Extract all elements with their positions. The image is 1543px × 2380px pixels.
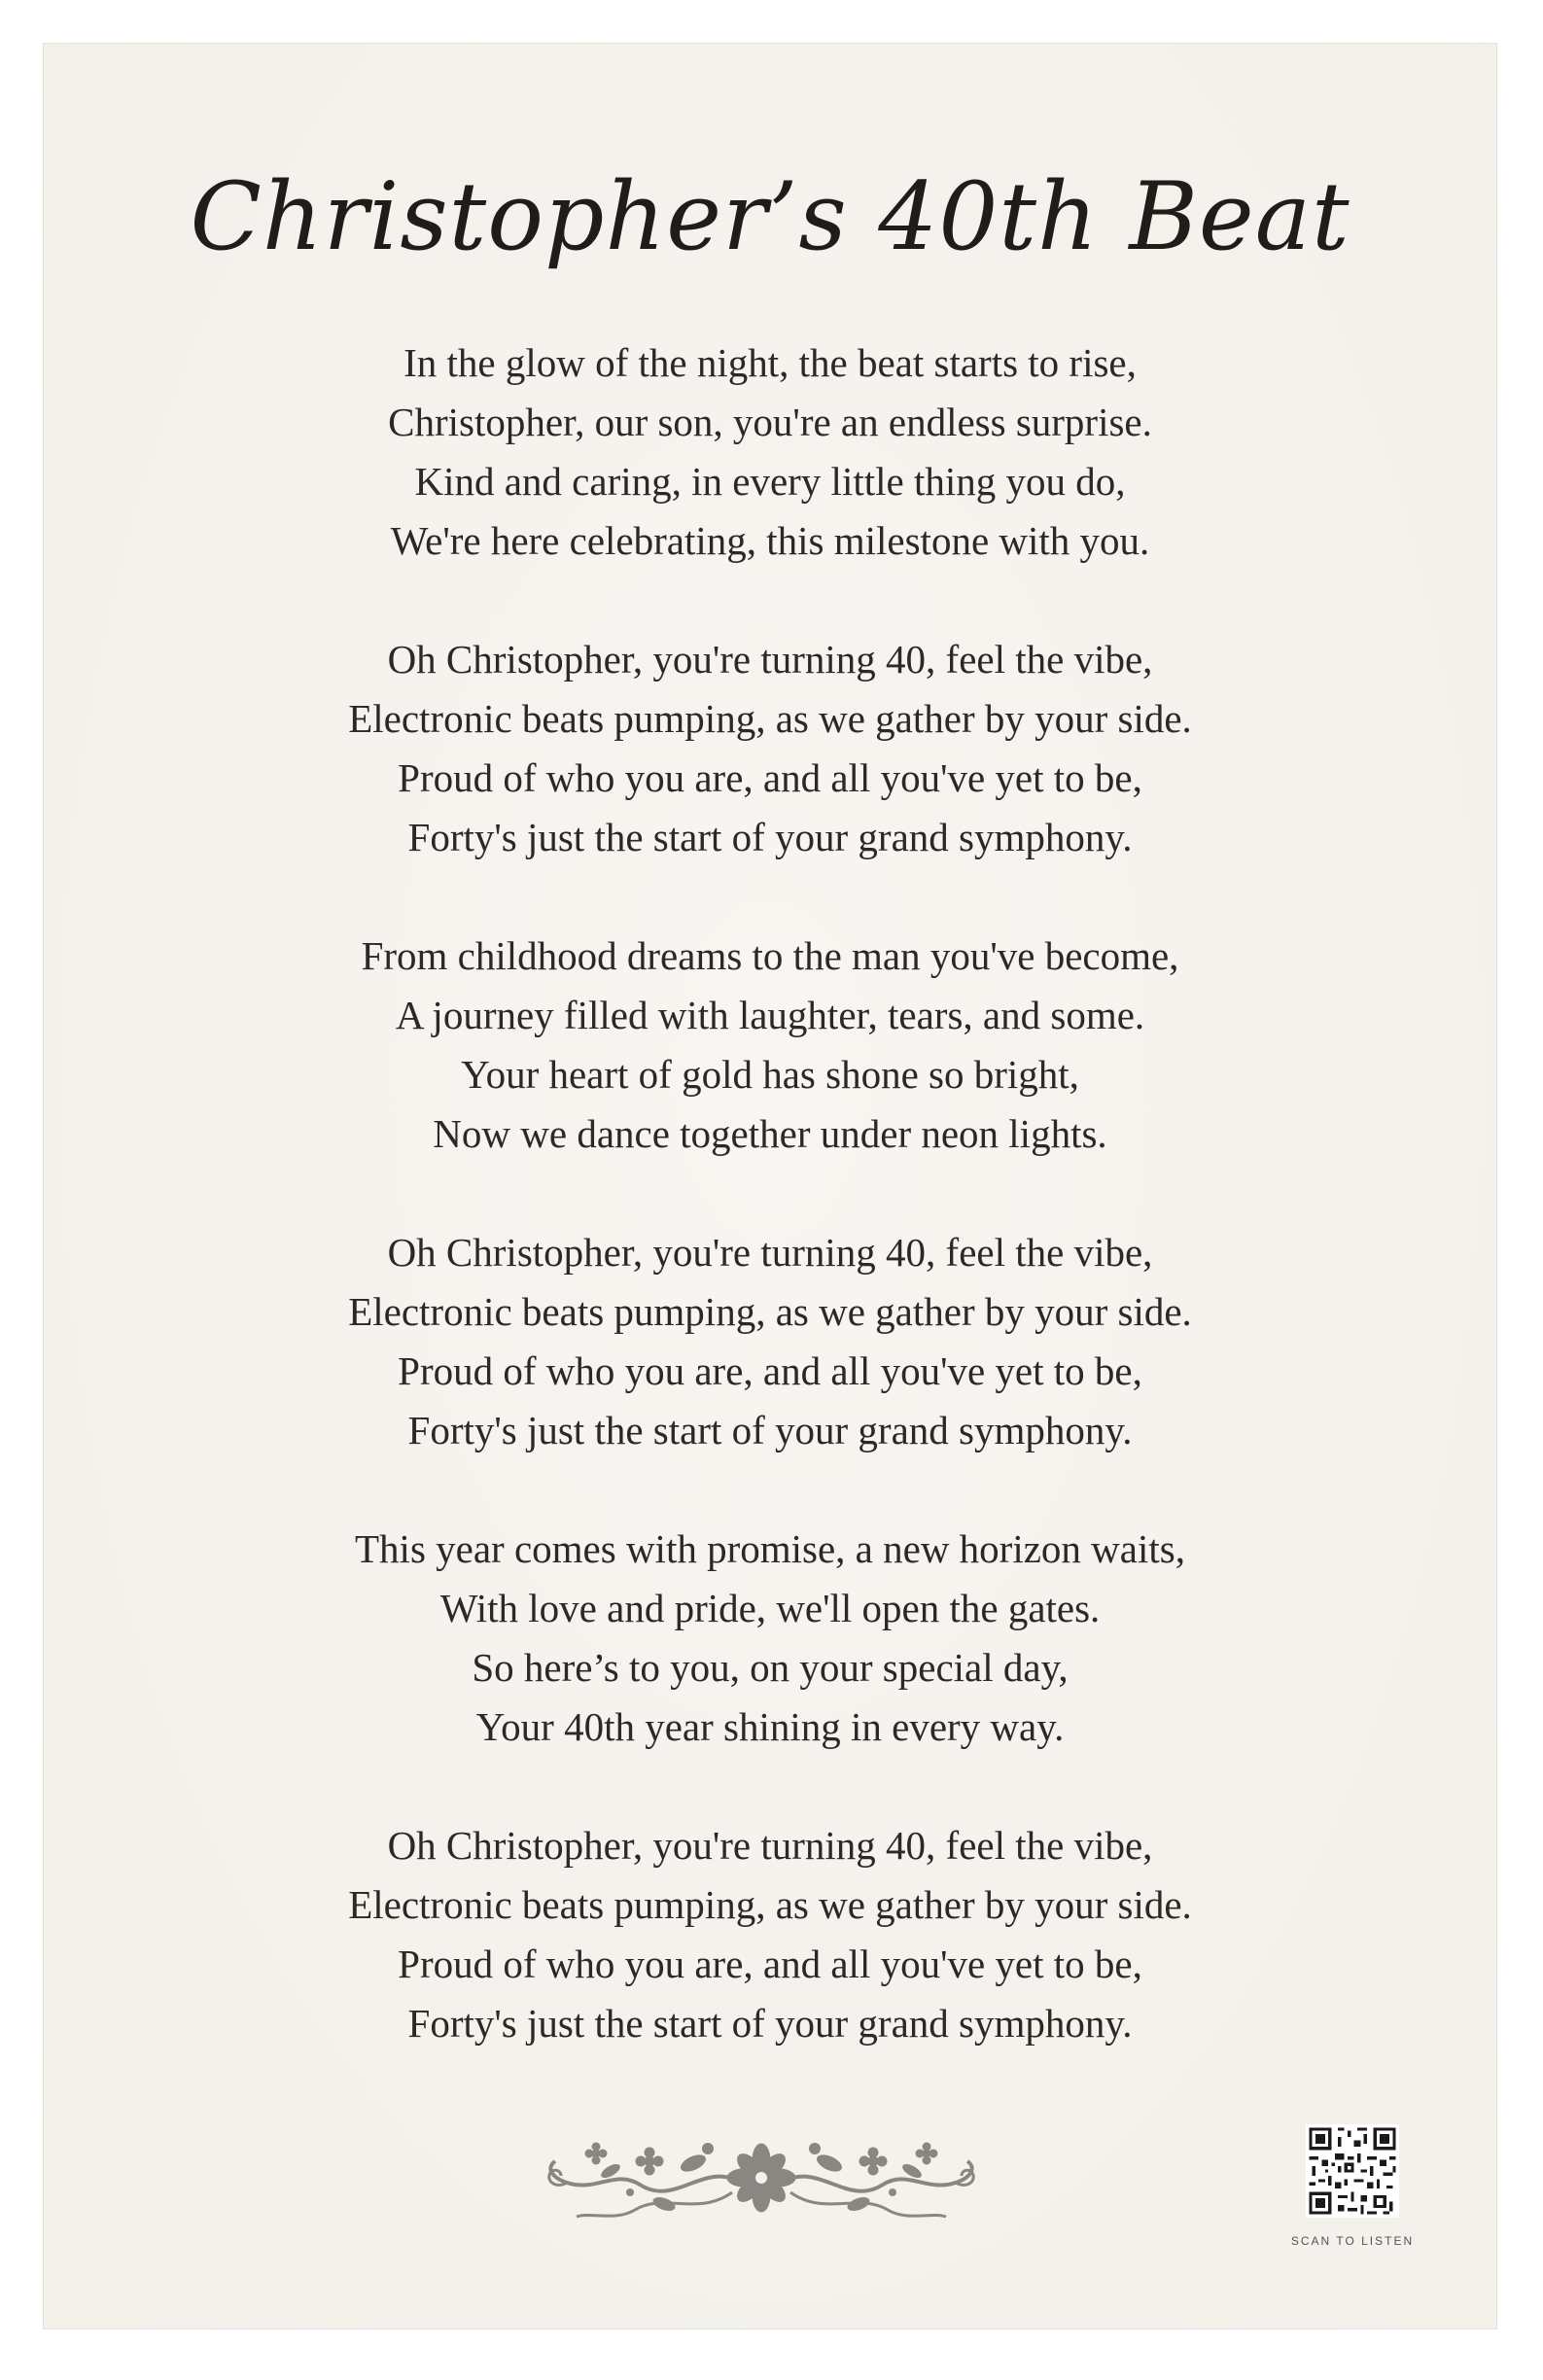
lyric-line: Your heart of gold has shone so bright,: [461, 1052, 1079, 1097]
qr-caption: SCAN TO LISTEN: [1290, 2234, 1415, 2248]
lyric-line: With love and pride, we'll open the gates.: [439, 1586, 1101, 1630]
lyric-line: So here’s to you, on your special day,: [472, 1645, 1069, 1690]
lyric-line: A journey filled with laughter, tears, and some.: [395, 993, 1145, 1037]
lyric-line: This year comes with promise, a new horizon waits,: [355, 1526, 1185, 1571]
lyric-line: Forty's just the start of your grand symphony.: [407, 815, 1133, 859]
stanza-chorus-2: [44, 1223, 1496, 1460]
lyric-line: Oh Christopher, you're turning 40, feel the vibe,: [387, 1823, 1153, 1868]
lyric-line: Proud of who you are, and all you've yet to be,: [398, 755, 1142, 800]
poster-title: Christopher’s 40th Beat: [190, 162, 1350, 271]
lyric-line: In the glow of the night, the beat starts to rise,: [403, 340, 1137, 385]
stanza-verse-2: [44, 927, 1496, 1164]
lyrics-body: [44, 333, 1496, 2113]
lyric-line: Christopher, our son, you're an endless surprise.: [388, 400, 1152, 444]
lyric-line: Proud of who you are, and all you've yet to be,: [398, 1348, 1142, 1393]
lyric-line: Oh Christopher, you're turning 40, feel the vibe,: [387, 637, 1153, 682]
stanza-chorus-1: [44, 630, 1496, 867]
stanza-verse-3: [44, 1520, 1496, 1757]
lyric-line: From childhood dreams to the man you've become,: [361, 933, 1179, 978]
lyric-line: Electronic beats pumping, as we gather by your side.: [348, 1882, 1192, 1927]
lyrics-poster: [43, 43, 1497, 2329]
lyric-line: Forty's just the start of your grand symphony.: [407, 1408, 1133, 1452]
qr-code-icon[interactable]: [1306, 2124, 1399, 2218]
lyric-line: Electronic beats pumping, as we gather by your side.: [348, 1289, 1192, 1334]
lyric-line: Proud of who you are, and all you've yet to be,: [398, 1942, 1142, 1986]
lyric-line: Kind and caring, in every little thing you do,: [414, 459, 1126, 504]
stanza-verse-1: [44, 333, 1496, 571]
floral-divider-icon: [538, 2124, 985, 2231]
lyric-line: Oh Christopher, you're turning 40, feel the vibe,: [387, 1230, 1153, 1275]
lyric-line: We're here celebrating, this milestone with you.: [390, 518, 1150, 563]
lyric-line: Now we dance together under neon lights.: [433, 1111, 1107, 1156]
lyric-line: Electronic beats pumping, as we gather by your side.: [348, 696, 1192, 741]
lyric-line: Your 40th year shining in every way.: [475, 1704, 1065, 1749]
stanza-chorus-3: [44, 1816, 1496, 2053]
lyric-line: Forty's just the start of your grand symphony.: [407, 2001, 1133, 2046]
